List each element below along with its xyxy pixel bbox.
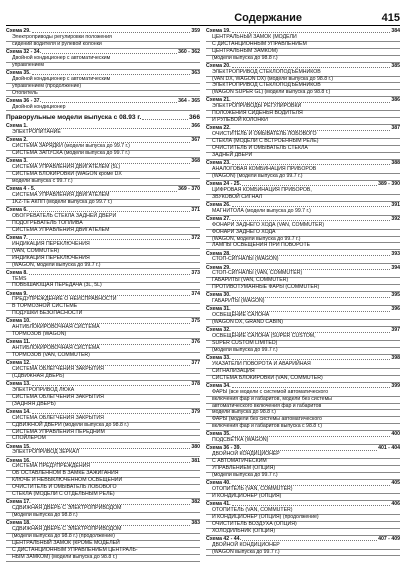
entry-description-line: СИСТЕМА ЗАПУСКА (модели выпуска до 99.7 г.) (6, 151, 200, 158)
toc-entry[interactable] (206, 266, 400, 293)
entry-description-line: (VAN DX, WAGON DX) (модели выпуска до 98.8 г.) (206, 77, 400, 84)
entry-description-line: ТОРМОЗОВ (WAGON) (6, 332, 200, 339)
entry-page: 406 (391, 501, 400, 507)
entry-description-line: ЦЕНТРАЛЬНЫЙ ЗАМОК (МОДЕЛИ (206, 35, 400, 42)
entry-description-line: ИНДИКАЦИЯ ПЕРЕКЛЮЧЕНИЯ (6, 242, 200, 249)
toc-entry[interactable] (206, 384, 400, 431)
entry-description-line: (модели выпуска до 98.8 г.) (продолжение) (6, 534, 200, 541)
toc-entry[interactable] (206, 126, 400, 160)
entry-page: 369 - 370 (178, 186, 200, 193)
entry-label: Схема 6. (6, 207, 28, 214)
entry-description-line: Отопитель (6, 91, 200, 98)
toc-entry[interactable] (6, 459, 200, 499)
entry-page: 396 (391, 306, 400, 313)
toc-column-left (6, 29, 200, 563)
entry-description-line: СИСТЕМА ЗАРЯДКИ (модели выпуска до 99.7 г.) (6, 144, 200, 151)
toc-entry[interactable] (6, 159, 200, 186)
entry-description-line: СИСТЕМА ОБЛЕГЧЕНИЯ ЗАКРЫТИЯ (6, 367, 200, 374)
entry-description-line: (WAGON, модели выпуска до 99.7 г.) (6, 263, 200, 270)
entry-description-line: ХОЛОДИЛЬНИК (ОПЦИЯ) (206, 529, 400, 536)
entry-label: Схема 7. (6, 234, 28, 241)
entry-page: 388 (391, 159, 400, 166)
entry-description-line: ГАБАРИТЫ (VAN, COMMUTER) (206, 278, 400, 285)
entry-description-line: (WAGON выпуска до 99.7 г.) (206, 550, 400, 557)
toc-entry[interactable] (6, 319, 200, 339)
entry-description-line: (модели выпуска до 98.8 г.) (206, 56, 400, 63)
entry-description-line: СИСТЕМА БЛОКИРОВКИ (WAGON кроме DX (6, 172, 200, 179)
entry-description-line: TEMS (6, 277, 200, 284)
entry-page: 364 - 365 (178, 97, 200, 104)
entry-label: Схема 3. (6, 158, 28, 165)
entry-description-line: АНТИБЛОКИРОВОЧНАЯ СИСТЕМА (6, 325, 200, 332)
entry-description-line: СТОП-СИГНАЛЫ (VAN, COMMUTER) (206, 271, 400, 278)
entry-description-line: включения фар и габаритов, модели без системы (206, 397, 400, 404)
entry-description-line: ОТОПИТЕЛЬ (VAN, COMMUTER) (206, 487, 400, 494)
entry-page: 385 (391, 62, 400, 69)
entry-description-line: (WAGON DX, GRAND CABIN) (206, 320, 400, 327)
entry-description-line: ЗАДНЕЙ ДВЕРИ (206, 153, 400, 160)
entry-page: 374 (191, 290, 200, 297)
toc-entry[interactable] (206, 537, 400, 557)
entry-description-line: И КОНДИЦИОНЕР (ОПЦИЯ) (продолжение) (206, 515, 400, 522)
entry-page: 382 (191, 499, 200, 506)
entry-description-line: ЭЛЕКТРОПРИВОДЫ РЕГУЛИРОВКИ (206, 104, 400, 111)
entry-label: Схема 13. (6, 381, 31, 388)
entry-label: Схема 36 - 39. (206, 445, 242, 452)
entry-description-line: включения фар и габаритов выпуска с 98.8 г.) (206, 424, 400, 431)
toc-column-right (206, 29, 400, 558)
toc-entry[interactable] (6, 71, 200, 98)
toc-entry[interactable] (6, 361, 200, 381)
entry-page: 384 (391, 28, 400, 34)
entry-description-line: Электроприводы регулировки положения (6, 35, 200, 42)
entry-label: Схема 30. (206, 292, 231, 299)
entry-page: 386 (391, 97, 400, 104)
entry-description-line: ИНДИКАЦИЯ ПЕРЕКЛЮЧЕНИЯ (6, 256, 200, 263)
entry-description-line: С ДИСТАНЦИОННЫМ УПРАВЛЕНИЕМ (206, 42, 400, 49)
toc-entry[interactable] (6, 292, 200, 319)
entry-page: 387 (391, 125, 400, 132)
entry-description-line: ПОЛОЖЕНИЯ СИДЕНЬЯ ВОДИТЕЛЯ (206, 111, 400, 118)
entry-label: Схема 32. (206, 327, 231, 334)
entry-label: Схема 16. (6, 457, 31, 464)
entry-description-line: МАГНИТОЛА (модели выпуска до 99.7 г.) (206, 209, 400, 216)
entry-description-line: ПОДУШКИ БЕЗОПАСНОСТИ (6, 311, 200, 318)
entry-description-line: сидений водителя и рулевой колонки (6, 42, 200, 49)
toc-entry[interactable] (6, 521, 200, 561)
entry-page: 395 (391, 292, 400, 299)
entry-description-line: управлением (продолжение) (6, 84, 200, 91)
toc-entry[interactable] (6, 124, 200, 137)
entry-description-line: СИСТЕМА ОБЛЕГЧЕНИЯ ЗАКРЫТИЯ (6, 416, 200, 423)
entry-description-line: ПОВЫШАЮЩАЯ ПЕРЕДАЧА (3L, 5L) (6, 283, 200, 290)
entry-description-line: С АВТОМАТИЧЕСКИМ (206, 459, 400, 466)
toc-entry[interactable] (6, 138, 200, 158)
toc-entry[interactable] (206, 161, 400, 181)
entry-description-line: СПОЙЛЕРОМ (6, 436, 200, 443)
entry-description-line: Двойной кондиционер с автоматическим (6, 77, 200, 84)
entry-label: Схема 15. (6, 443, 31, 450)
entry-description-line: НЫМ ЗАМКОМ) (модели выпуска до 98.8 г.) (6, 555, 200, 562)
toc-entry[interactable] (206, 481, 400, 501)
entry-page: 391 (391, 201, 400, 208)
entry-label: Схема 18. (6, 520, 31, 527)
entry-description-line: СИСТЕМА УПРАВЛЕНИЯ ДВИГАТЕЛЕМ (5L) (6, 165, 200, 172)
entry-description-line: СДВИЖНАЯ ДВЕРЬ С ЭЛЕКТРОПРИВОДОМ (6, 506, 200, 513)
toc-entry[interactable] (6, 236, 200, 270)
entry-page: 392 (391, 215, 400, 222)
toc-entry[interactable] (6, 50, 200, 70)
entry-description-line: СИСТЕМА ОБЛЕГЧЕНИЯ ЗАКРЫТИЯ (6, 395, 200, 402)
entry-page: 367 (191, 137, 200, 144)
entry-description-line: (модели выпуска до 98.8 г.) (6, 513, 200, 520)
entry-label: Схема 8. (6, 269, 28, 276)
entry-page: 383 (191, 520, 200, 527)
entry-description-line: ЦИФРОВАЯ КОМБИНАЦИЯ ПРИБОРОВ, (206, 188, 400, 195)
entry-description-line: ФАРЫ (все модели с системой автоматического (206, 390, 400, 397)
toc-entry[interactable] (206, 203, 400, 216)
entry-description-line: С ДИСТАНЦИОННЫМ УПРАВЛЕНИЕМ ЦЕНТРАЛЬ- (6, 548, 200, 555)
entry-page: 375 (191, 318, 200, 325)
entry-label: Схема 31. (206, 306, 231, 313)
entry-description-line: (VAN, COMMUTER) (6, 249, 200, 256)
entry-page: 381 (191, 457, 200, 464)
entry-label: Схема 17. (6, 499, 31, 506)
entry-description-line: ФОНАРИ ЗАДНЕГО ХОДА (VAN, COMMUTER) (206, 223, 400, 230)
entry-description-line: СИГНАЛИЗАЦИЯ (206, 369, 400, 376)
entry-label: Схема 29. (206, 264, 231, 271)
entry-page: 389 - 390 (378, 180, 400, 187)
entry-description-line: СИСТЕМА УПРАВЛЕНИЯ ПЕРЕДНИМ (6, 430, 200, 437)
entry-description-line: модели выпуска с 99.7 г.) (6, 179, 200, 186)
entry-label: Схема 35. (206, 431, 231, 438)
page-number: 415 (381, 12, 400, 24)
entry-label: Схема 22. (206, 125, 231, 132)
entry-description-line: ОЧИСТИТЕЛЬ И ОМЫВАТЕЛЬ СТЕКЛА (206, 146, 400, 153)
entry-description-line: ДВОЙНОЙ КОНДИЦИОНЕР (206, 452, 400, 459)
entry-description-line: И КОНДИЦИОНЕР (ОПЦИЯ) (206, 494, 400, 501)
entry-description-line: автоматического включения фар и габаритов (206, 404, 400, 411)
entry-description-line: И РУЛЕВОЙ КОЛОНКИ (206, 118, 400, 125)
entry-description-line: (модели выпуска до 99.7 г.) (206, 348, 400, 355)
toc-entry[interactable] (206, 328, 400, 355)
entry-description-line: Двойной кондиционер (6, 105, 200, 112)
entry-label: Схема 40. (206, 480, 231, 487)
entry-description-line: ЭЛЕКТРОПРИВОД ЛЮКА (6, 388, 200, 395)
toc-entry[interactable] (206, 182, 400, 202)
entry-description-line: ЦЕНТРАЛЬНЫМ ЗАМКОМ) (206, 49, 400, 56)
entry-label: Схема 42 - 44. (206, 535, 242, 542)
entry-description-line: ОТОПИТЕЛЬ (VAN, COMMUTER) (206, 508, 400, 515)
toc-entry[interactable] (6, 99, 200, 112)
entry-page: 378 (191, 381, 200, 388)
entry-description-line: СИСТЕМА ПРЕДУПРЕЖДЕНИЯ (6, 464, 200, 471)
entry-label: Схема 12. (6, 360, 31, 367)
entry-label: Схема 36 - 37. (6, 97, 42, 104)
entry-description-line: ЭЛЕКТРОПРИВОД СТЕКЛОПОДЪЁМНИКОВ (206, 83, 400, 90)
entry-description-line: ОЧИСТИТЕЛЬ И ОМЫВАТЕЛЬ ЛОБОВОГО (206, 132, 400, 139)
toc-entry[interactable] (6, 208, 200, 235)
entry-description-line: ПРОТИВОТУМАННЫЕ ФАРЫ (COMMUTER) (206, 285, 400, 292)
entry-description-line: СДВИЖНОЙ ДВЕРИ (модели выпуска до 98.8 г.) (6, 423, 200, 430)
entry-label: Схема 23. (206, 159, 231, 166)
entry-page: 368 (191, 158, 200, 165)
entry-page: 405 (391, 480, 400, 487)
entry-label: Схема 35. (6, 69, 31, 76)
toc-entry[interactable] (6, 340, 200, 360)
leader-dots (232, 67, 391, 68)
entry-description-line: УПРАВЛЕНИЕМ (ОПЦИЯ) (206, 466, 400, 473)
toc-entry[interactable] (6, 382, 200, 409)
entry-label: Схема 2. (6, 137, 28, 144)
entry-description-line: В ТОРМОЗНОЙ СИСТЕМЕ (6, 304, 200, 311)
entry-label: Схема 11. (6, 339, 31, 346)
entry-description-line: СИСТЕМА БЛОКИРОВКИ (VAN, COMMUTER) (206, 376, 400, 383)
entry-label: Схема 20. (206, 62, 231, 69)
entry-description-line: СИСТЕМА УПРАВЛЕНИЯ ДВИГАТЕЛЕМ (6, 228, 200, 235)
entry-description-line: ПОДОГРЕВАТЕЛЬ ТОПЛИВА (6, 221, 200, 228)
entry-description-line: ДВОЙНОЙ КОНДИЦИОНЕР (206, 543, 400, 550)
entry-page: 371 (191, 207, 200, 214)
toc-entry[interactable] (206, 98, 400, 125)
entry-page: 393 (391, 250, 400, 257)
entry-page: 376 (191, 339, 200, 346)
toc-entry[interactable] (206, 502, 400, 536)
entry-label: Схема 24 - 25. (206, 180, 242, 187)
toc-entry[interactable] (206, 356, 400, 383)
entry-label: Схема 19. (206, 28, 231, 34)
entry-label: Схема 34. (206, 382, 231, 389)
entry-description-line: (WAGON, модели выпуска до 99.7 г.) (206, 237, 400, 244)
page-title: Содержание (234, 12, 302, 24)
section-heading (6, 114, 200, 122)
entry-label: Схема 32 - 34. (6, 48, 42, 55)
entry-label: Схема 9. (6, 290, 28, 297)
entry-description-line: СДВИЖНАЯ ДВЕРЬ С ЭЛЕКТРОПРИВОДОМ (6, 527, 200, 534)
entry-description-line: ПОДСВЕТКА (WAGON) (206, 438, 400, 445)
entry-description-line: ОСВЕЩЕНИЕ САЛОНА (206, 313, 400, 320)
toc-entry[interactable] (6, 500, 200, 520)
section-title: Праворульные модели выпуска с 08.93 г. (6, 114, 142, 122)
leader-dots (142, 119, 188, 120)
entry-page: 377 (191, 360, 200, 367)
entry-description-line: (модели выпуска до 99.7 г.) (206, 473, 400, 480)
entry-label: Схема 28. (206, 250, 231, 257)
entry-description-line: ЛАМПЫ ОСВЕЩЕНИЯ ПРИ ПОВОРОТЕ (206, 243, 400, 250)
toc-entry[interactable] (206, 307, 400, 327)
toc-entry[interactable] (6, 410, 200, 444)
entry-description-line: Двойной кондиционер с автоматическим (6, 56, 200, 63)
entry-description-line: SUPER CUSTOM LIMITED) (206, 341, 400, 348)
entry-description-line: КЛЮЧЕ И НЕВЫКЛЮЧЕННОМ ОСВЕЩЕНИИ (6, 478, 200, 485)
leader-dots (42, 102, 177, 103)
entry-description-line: ЭЛЕКТРОПРИВОД ЗЕРКАЛ (6, 450, 200, 457)
entry-page: 407 - 409 (378, 535, 400, 542)
entry-description-line: ОБ ОСТАВЛЕННОМ В ЗАМКЕ ЗАЖИГАНИЯ (6, 471, 200, 478)
entry-page: 363 (191, 69, 200, 76)
entry-description-line: ОЧИСТИТЕЛЬ И ОМЫВАТЕЛЬ ЛОБОВОГО (6, 485, 200, 492)
entry-page: 398 (391, 355, 400, 362)
entry-description-line: ОБОГРЕВАТЕЛЬ СТЕКЛА ЗАДНЕЙ ДВЕРИ (6, 214, 200, 221)
entry-description-line: ЗВУКОВОЙ СИГНАЛ (206, 195, 400, 202)
leader-dots (29, 274, 191, 275)
entry-description-line: управлением (6, 63, 200, 70)
entry-page: 373 (191, 269, 200, 276)
toc-entry[interactable] (6, 187, 200, 207)
entry-description-line: СИСТЕМА УПРАВЛЕНИЯ ДВИГАТЕЛЕМ (6, 193, 200, 200)
entry-description-line: ФАРЫ (модели без системы автоматического (206, 417, 400, 424)
entry-description-line: ЭЛЕКТРОПИТАНИЕ (6, 130, 200, 137)
entry-description-line: модели выпуска до 98.8 г.) (206, 410, 400, 417)
entry-description-line: (СДВИЖНАЯ ДВЕРЬ) (6, 374, 200, 381)
entry-description-line: ГАБАРИТЫ (WAGON) (206, 299, 400, 306)
entry-description-line: (ЗАДНЯЯ ДВЕРЬ) (6, 402, 200, 409)
entry-description-line: ЭЛЕКТРОПРИВОД СТЕКЛОПОДЪЁМНИКОВ (206, 70, 400, 77)
entry-page: 400 (391, 431, 400, 438)
toc-entry[interactable] (206, 64, 400, 98)
toc-entry[interactable] (6, 445, 200, 458)
entry-page: 372 (191, 234, 200, 241)
entry-description-line: 1KZ-TE AКПП (модели выпуска до 99.7 г.) (6, 200, 200, 207)
entry-description-line: ФОНАРИ ЗАДНЕГО ХОДА (206, 230, 400, 237)
entry-description-line: АНАЛОГОВАЯ КОМБИНАЦИЯ ПРИБОРОВ (206, 167, 400, 174)
entry-label: Схема 1. (6, 123, 28, 130)
entry-description-line: ТОРМОЗОВ (VAN, COMMUTER) (6, 353, 200, 360)
entry-description-line: УКАЗАТЕЛИ ПОВОРОТА И АВАРИЙНАЯ (206, 362, 400, 369)
entry-description-line: (WAGON SUPER GL) (модели выпуска до 98.8 г.) (206, 90, 400, 97)
entry-description-line: АНТИБЛОКИРОВОЧНАЯ СИСТЕМА (6, 346, 200, 353)
toc-entry[interactable] (206, 252, 400, 265)
entry-label: Схема 4 - 5. (6, 186, 36, 193)
entry-page: 379 (191, 408, 200, 415)
entry-label: Схема 21. (206, 97, 231, 104)
entry-description-line: (WAGON) (модели выпуска до 99.7 г.) (206, 174, 400, 181)
toc-entry[interactable] (206, 217, 400, 251)
entry-page: 401 - 404 (378, 445, 400, 452)
toc-entry[interactable] (206, 29, 400, 63)
toc-entry[interactable] (6, 271, 200, 291)
entry-label: Схема 27. (206, 215, 231, 222)
entry-page: 366 (191, 123, 200, 130)
toc-entry[interactable] (6, 29, 200, 49)
entry-page: 399 (391, 382, 400, 389)
leader-dots (242, 540, 377, 541)
entry-label: Схема 14. (6, 408, 31, 415)
entry-label: Схема 26. (206, 201, 231, 208)
entry-description-line: СТЕКЛА (МОДЕЛИ С ОТДЕЛЬНЫМ РЕЛЕ) (6, 492, 200, 499)
entry-page: 359 (191, 28, 200, 34)
entry-label: Схема 10. (6, 318, 31, 325)
entry-page: 360 - 362 (178, 48, 200, 55)
page-header (6, 11, 400, 26)
entry-label: Схема 29. (6, 28, 31, 34)
entry-description-line: ОЧИСТИТЕЛЬ ВОЗДУХА (ОПЦИЯ) (206, 522, 400, 529)
entry-description-line: СТЕКЛА (МОДЕЛИ С ВСТРОЕННЫМ РЕЛЕ) (206, 139, 400, 146)
entry-description-line: ОСВЕЩЕНИЕ САЛОНА (SUPER CUSTOM, (206, 334, 400, 341)
entry-page: 394 (391, 264, 400, 271)
entry-description-line: СТОП-СИГНАЛЫ (WAGON) (206, 257, 400, 264)
toc-entry[interactable] (206, 432, 400, 445)
entry-description-line: ЦЕНТРАЛЬНЫЙ ЗАМОК (КРОМЕ МОДЕЛЕЙ (6, 541, 200, 548)
entry-page: 397 (391, 327, 400, 334)
toc-entry[interactable] (206, 293, 400, 306)
section-page: 366 (188, 114, 200, 122)
toc-entry[interactable] (206, 446, 400, 480)
entry-label: Схема 33. (206, 355, 231, 362)
entry-label: Схема 41. (206, 501, 231, 507)
entry-description-line: ПРЕДУПРЕЖДЕНИЕ О НЕИСПРАВНОСТИ (6, 297, 200, 304)
entry-page: 380 (191, 443, 200, 450)
